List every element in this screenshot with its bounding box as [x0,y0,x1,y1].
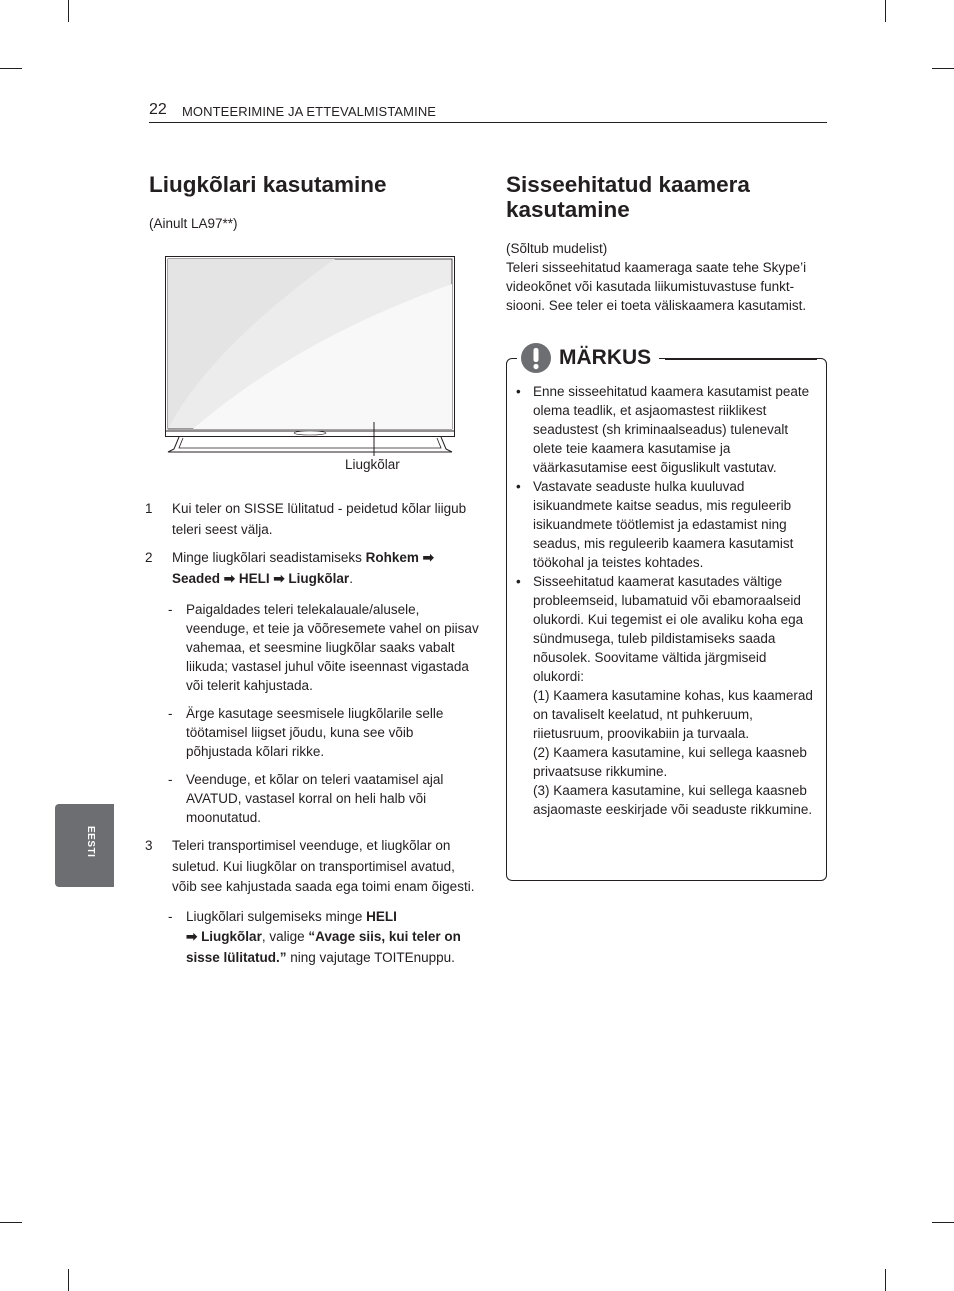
note-header [517,342,659,374]
note-divider [665,359,817,360]
section-title: MONTEERIMINE JA ETTEVALMISTAMINE [182,104,437,119]
figure-caption: Liugkõlar [345,457,400,472]
crop-mark [932,68,954,69]
note-list [516,382,819,819]
note-case: (3) Kaamera kasutamine, kui sellega kaasneb asjaomaste eeskirjade või seaduste rikkumine. [533,783,813,817]
step-number: 1 [145,501,153,516]
menu-path: HELI [366,908,397,924]
right-column [506,172,828,817]
note-item [516,477,819,572]
bullet: • [516,479,521,494]
crop-mark [885,1269,886,1291]
language-label: EESTI [85,826,96,858]
crop-mark [932,1222,954,1223]
sub-text: Paigaldades teleri telekalauale/alusele, veenduge, et teie ja võõresemete vahel on piisav vahemaa, et seesmine liugkõlar saaks vabalt liikuda; vastasel juhul võite iseennast vigastada või telerit kahjustada. [186,602,479,693]
crop-mark [68,0,69,22]
sub-text: Ärge kasutage seesmisele liugkõlarile selle töötamisel liigset jõudu, kuna see võib põhjustada kõlari rikke. [186,706,444,759]
step-text: Minge liugkõlari seadistamiseks [172,550,366,565]
arrow-icon: ➡ [273,570,285,586]
step-item [145,499,479,540]
note-box [506,346,827,881]
steps-list [145,499,479,977]
arrow-icon: ➡ [422,550,434,565]
menu-path: Rohkem [365,550,423,565]
section-heading-camera: Sisseehitatud kaamera kasutamine [506,172,750,222]
crop-mark [885,0,886,22]
page-header [149,100,827,123]
menu-path: Liugkõlar [284,570,350,586]
arrow-icon: ➡ [186,929,198,944]
sub-text: Liugkõlari sulgemiseks minge [186,908,367,924]
dash: - [168,772,173,787]
dash: - [168,602,173,617]
note-item [516,572,819,819]
sub-text: Veenduge, et kõlar on teleri vaatamisel ajal AVATUD, vastasel korral on heli halb või moonutatud. [186,772,444,825]
crop-mark [0,1222,22,1223]
language-tab [55,804,114,887]
step-item [145,836,479,898]
sub-item [149,770,479,827]
sub-item [149,704,479,761]
page-number: 22 [149,101,167,118]
model-note: (Ainult LA97**) [149,216,238,231]
step-item [145,548,479,589]
menu-option: “Avage siis, kui teler on sisse lülitatud.” [186,929,461,965]
note-text: Enne sisseehitatud kaamera kasutamist peate olema teadlik, et asjaomastest riiklikest seadustest (sh kriminaalseadus) tulenevalt olete teie kaamera kasutamise ja väärkasutamise eest õiguslikult vastutav. [533,384,810,475]
punctuation: . [349,570,353,586]
menu-path: Liugkõlar [197,929,262,944]
arrow-icon: ➡ [223,570,236,586]
sub-text: ning vajutage TOITEnuppu. [286,949,455,965]
menu-path: Seaded [172,570,224,586]
sub-text: , valige [261,929,309,944]
bullet: • [516,574,521,589]
bullet: • [516,384,521,399]
sub-item [149,907,479,969]
exclamation-icon [521,343,551,373]
note-text: Sisseehitatud kaamerat kasutades vältige probleemseid, lubamatuid või ebamoraalseid olukordi. Kui tegemist ei ole avaliku koha ega sündmusega, tuleb pildistamiseks saada nõusolek. Soovitame vältida järgmiseid olukordi: [533,574,804,684]
step-text: Teleri transportimisel veenduge, et liugkõlar on suletud. Kui liugkõlar on transportimisel avatud, võib see kahjustada saada ega toimi enam õigesti. [172,838,475,894]
menu-path: HELI [235,570,274,586]
dash: - [168,706,173,721]
model-note: (Sõltub mudelist) [506,241,608,256]
crop-mark [68,1269,69,1291]
crop-mark [0,68,22,69]
note-title: MÄRKUS [559,346,652,369]
note-case: (2) Kaamera kasutamine, kui sellega kaasneb privaatsuse rikkumine. [533,745,807,779]
step-number: 2 [145,550,153,565]
tv-illustration [165,256,457,478]
section-heading-speaker: Liugkõlari kasutamine [149,172,387,197]
note-case: (1) Kaamera kasutamine kohas, kus kaamerad on tavaliselt keelatud, nt puhkeruum, riietusruum, proovikabiin ja turvaala. [533,688,813,741]
camera-intro: Teleri sisseehitatud kaameraga saate tehe Skype’i videokõnet või kasutada liikumistuvastuse funkt-siooni. See teler ei toeta väliskaamera kasutamist. [506,260,807,313]
left-column [145,172,479,965]
sub-item [149,600,479,695]
note-item [516,382,819,477]
dash: - [168,908,173,924]
note-text: Vastavate seaduste hulka kuuluvad isikuandmete kaitse seadus, mis reguleerib isikuandmete töötlemist ja edastamist ning seadus, mis reguleerib kaamera kasutamist töökohal ja teistes kohtades. [533,479,794,570]
step-text: Kui teler on SISSE lülitatud - peidetud kõlar liigub teleri seest välja. [172,501,467,537]
step-number: 3 [145,838,153,853]
